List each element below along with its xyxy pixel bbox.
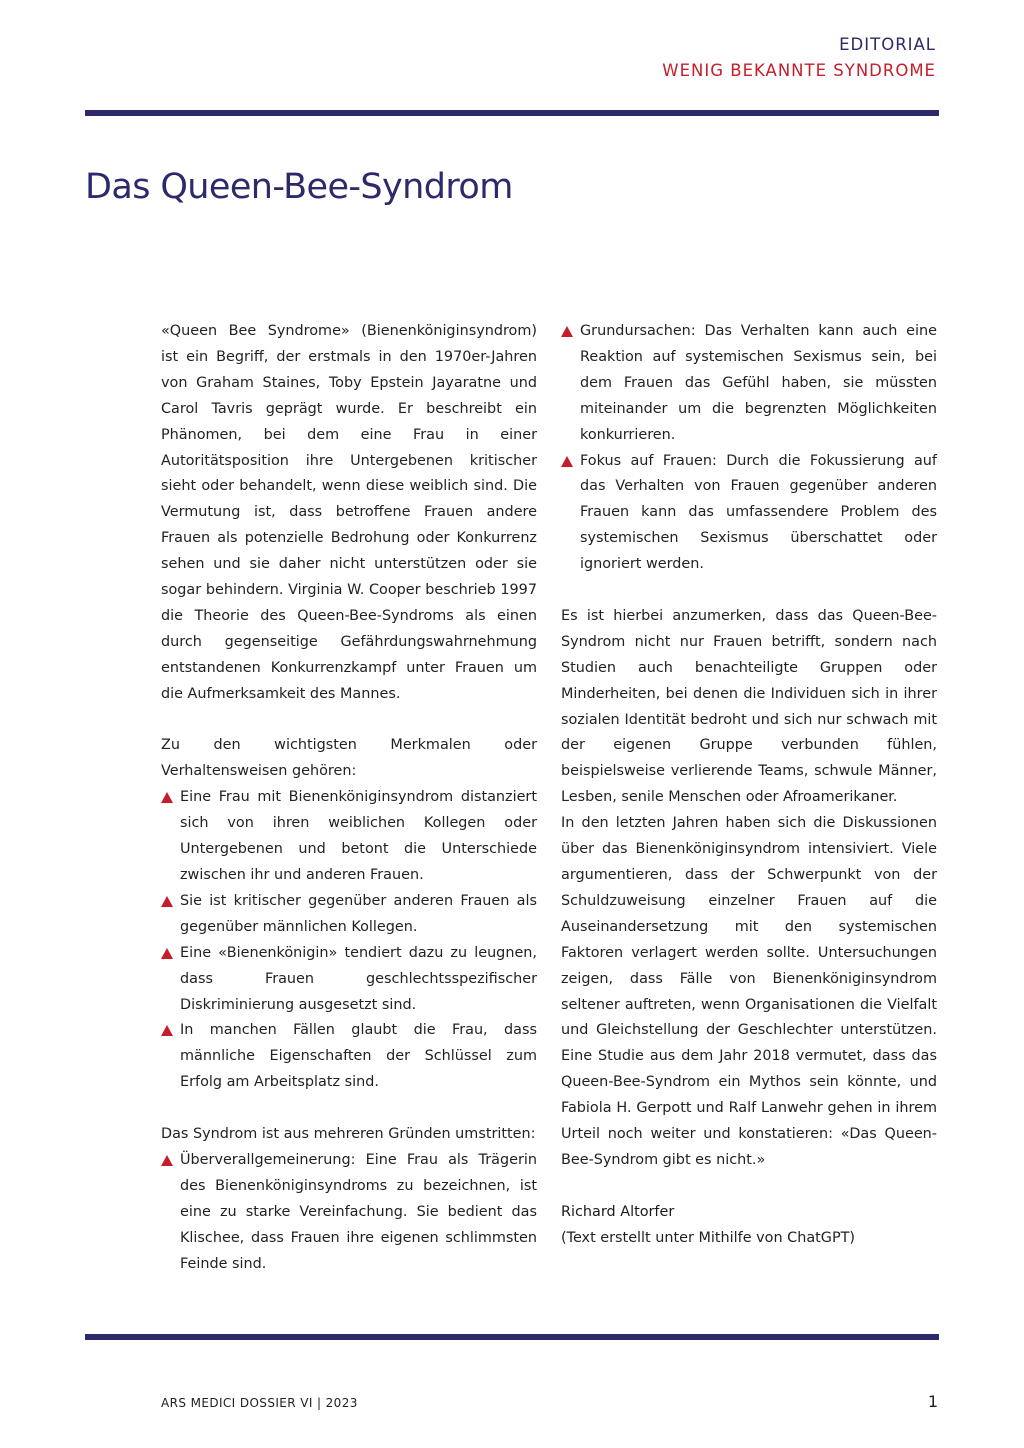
- features-intro: Zu den wichtigsten Merkmalen oder Verhaltensweisen gehören:: [161, 737, 537, 780]
- bottom-divider: [85, 1334, 939, 1340]
- feature-item: Eine Frau mit Bienenköniginsyndrom distanziert sich von ihren weiblichen Kollegen oder Untergebenen und betont die Unterschiede zwischen ihr und anderen Frauen.: [161, 785, 537, 889]
- section-label: EDITORIAL: [839, 35, 936, 54]
- controversy-item: Grundursachen: Das Verhalten kann auch eine Reaktion auf systemischen Sexismus sein, bei dem Frauen das Gefühl haben, sie müssten miteinander um die begrenzten Möglichkeiten konkurrieren.: [561, 319, 937, 449]
- publication-footer: ARS MEDICI DOSSIER VI | 2023: [161, 1396, 358, 1410]
- controversy-intro: Das Syndrom ist aus mehreren Gründen umstritten:: [161, 1126, 536, 1143]
- left-column: [161, 319, 537, 1278]
- feature-item: In manchen Fällen glaubt die Frau, dass männliche Eigenschaften der Schlüssel zum Erfolg am Arbeitsplatz sind.: [161, 1018, 537, 1096]
- feature-item: Eine «Bienenkönigin» tendiert dazu zu leugnen, dass Frauen geschlechtsspezifischer Diskriminierung ausgesetzt sind.: [161, 941, 537, 1019]
- body-paragraph: Es ist hierbei anzumerken, dass das Queen-Bee-Syndrom nicht nur Frauen betrifft, sondern nach Studien auch benachteiligte Gruppen oder Minderheiten, bei denen die Individuen sich in ihrer sozialen Identität bedroht und sich nur schwach mit der eigenen Gruppe verbunden fühlen, beispielsweise verlierende Teams, schwule Männer, Lesben, senile Menschen oder Afroamerikaner.: [561, 607, 937, 806]
- triangle-bullet-icon: [161, 1025, 173, 1036]
- author-note: (Text erstellt unter Mithilfe von ChatGPT): [561, 1229, 856, 1246]
- right-column: [561, 319, 937, 1252]
- feature-item: Sie ist kritischer gegenüber anderen Frauen als gegenüber männlichen Kollegen.: [161, 889, 537, 941]
- triangle-bullet-icon: [561, 326, 573, 337]
- triangle-bullet-icon: [561, 456, 573, 467]
- triangle-bullet-icon: [161, 792, 173, 803]
- controversy-list-continued: [561, 319, 937, 578]
- author-name: Richard Altorfer: [561, 1203, 675, 1220]
- page-header: [662, 32, 936, 84]
- triangle-bullet-icon: [161, 1155, 173, 1166]
- controversy-list: [161, 1148, 537, 1278]
- topic-label: WENIG BEKANNTE SYNDROME: [662, 61, 936, 80]
- controversy-item: Fokus auf Frauen: Durch die Fokussierung auf das Verhalten von Frauen gegenüber anderen Frauen kann das umfassendere Problem des systemischen Sexismus überschattet oder ignoriert werden.: [561, 449, 937, 579]
- triangle-bullet-icon: [161, 948, 173, 959]
- features-list: [161, 785, 537, 1096]
- top-divider: [85, 110, 939, 116]
- triangle-bullet-icon: [161, 896, 173, 907]
- controversy-item: Überverallgemeinerung: Eine Frau als Trägerin des Bienenköniginsyndroms zu bezeichnen, ist eine zu starke Vereinfachung. Sie bedient das Klischee, dass Frauen ihre eigenen schlimmsten Feinde sind.: [161, 1148, 537, 1278]
- page-number: 1: [927, 1392, 938, 1411]
- body-paragraph: In den letzten Jahren haben sich die Diskussionen über das Bienenköniginsyndrom intensiviert. Viele argumentieren, dass der Schwerpunkt von der Schuldzuweisung einzelner Frauen auf die Auseinandersetzung mit den systemischen Faktoren verlagert werden sollte. Untersuchungen zeigen, dass Fälle von Bienenköniginsyndrom seltener auftreten, wenn Organisationen die Vielfalt und Gleichstellung der Geschlechter unterstützen. Eine Studie aus dem Jahr 2018 vermutet, dass das Queen-Bee-Syndrom ein Mythos sein könnte, und Fabiola H. Gerpott und Ralf Lanwehr gehen in ihrem Urteil noch weiter und konstatieren: «Das Queen-Bee-Syndrom gibt es nicht.»: [561, 815, 937, 1168]
- intro-paragraph: «Queen Bee Syndrome» (Bienenköniginsyndrom) ist ein Begriff, der erstmals in den 1970er-Jahren von Graham Staines, Toby Epstein Jayaratne und Carol Tavris geprägt wurde. Er beschreibt ein Phänomen, bei dem eine Frau in einer Autoritätsposition ihre Untergebenen kritischer sieht oder behandelt, wenn diese weiblich sind. Die Vermutung ist, dass betroffene Frauen andere Frauen als potenzielle Bedrohung oder Konkurrenz sehen und sie daher nicht unterstützen oder sie sogar behindern. Virginia W. Cooper beschrieb 1997 die Theorie des Queen-Bee-Syndroms als einen durch gegenseitige Gefährdungswahrnehmung entstandenen Konkurrenzkampf unter Frauen um die Aufmerksamkeit des Mannes.: [161, 323, 537, 702]
- article-title: Das Queen-Bee-Syndrom: [85, 167, 513, 207]
